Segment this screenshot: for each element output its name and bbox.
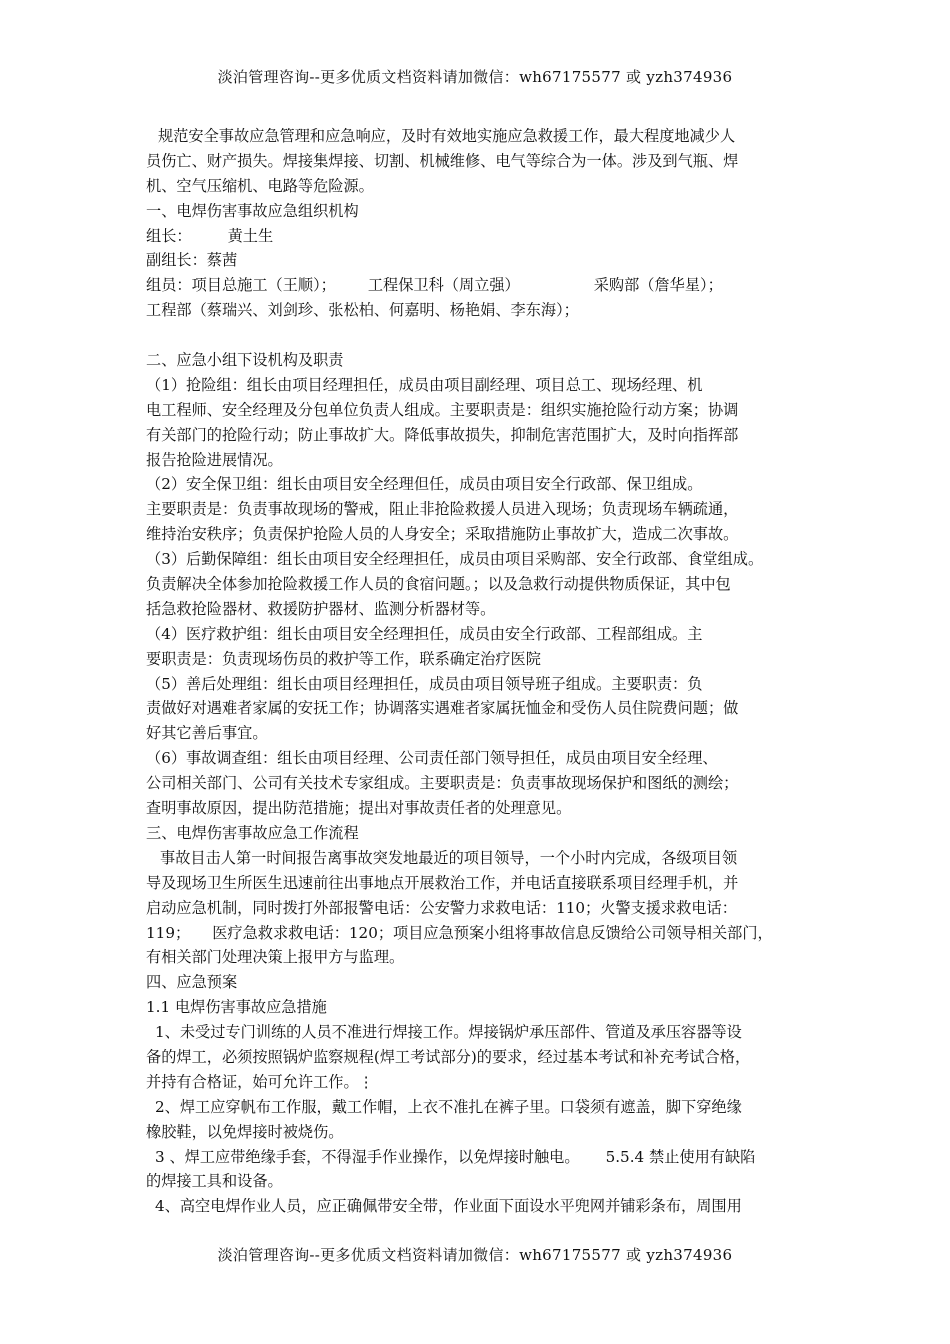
section-heading: 二、应急小组下设机构及职责 (146, 351, 344, 370)
measure-line (146, 1145, 814, 1170)
members-line: 工程部（蔡瑞兴、刘剑珍、张松柏、何嘉明、杨艳娟、李东海）； (146, 301, 579, 320)
page-footer: 淡泊管理咨询--更多优质文档资料请加微信：wh67175577 或 yzh374936 (217, 1246, 733, 1264)
paragraph-line: 查明事故原因，提出防范措施；提出对事故责任者的处理意见。 (146, 799, 572, 818)
document-body (146, 124, 814, 1219)
page-header: 淡泊管理咨询--更多优质文档资料请加微信：wh67175577 或 yzh374936 (217, 68, 733, 86)
leader-label: 组长： (146, 226, 192, 245)
measure-line: 并持有合格证，始可允许工作。⋮ (146, 1072, 374, 1091)
deputy-line: 副组长：蔡茜 (146, 251, 238, 270)
intro-line: 员伤亡、财产损失。焊接集焊接、切割、机械维修、电气等综合为一体。涉及到气瓶、焊 (146, 151, 739, 170)
paragraph-line: 维持治安秩序；负责保护抢险人员的人身安全；采取措施防止事故扩大，造成二次事故。 (146, 525, 739, 544)
paragraph-line: （1）抢险组：组长由项目经理担任，成员由项目副经理、项目总工、现场经理、机 (146, 375, 703, 394)
member-group: 工程保卫科（周立强） (367, 276, 520, 295)
member-group: 采购部（詹华星）； (593, 276, 723, 295)
paragraph-line: 公司相关部门、公司有关技术专家组成。主要职责是：负责事故现场保护和图纸的测绘； (146, 774, 739, 793)
intro-line: 规范安全事故应急管理和应急响应，及时有效地实施应急救援工作，最大程度地减少人 (158, 127, 736, 145)
phone-medical: 医疗急救求救电话：120；项目应急预案小组将事故信息反馈给公司领导相关部门， (212, 923, 773, 942)
paragraph-line: 括急救抢险器材、救援防护器材、监测分析器材等。 (146, 599, 496, 618)
paragraph-line: （4）医疗救护组：组长由项目安全经理担任，成员由安全行政部、工程部组成。主 (146, 624, 703, 643)
measure-line: 2、焊工应穿帆布工作服，戴工作帽，上衣不准扎在裤子里。口袋须有遮盖，脚下穿绝缘 (155, 1097, 742, 1116)
measure-line: 的焊接工具和设备。 (146, 1172, 283, 1191)
section-heading: 三、电焊伤害事故应急工作流程 (146, 823, 359, 842)
paragraph-line: 负责解决全体参加抢险救援工作人员的食宿问题。；以及急救行动提供物质保证，其中包 (146, 575, 731, 594)
paragraph-line: （6）事故调查组：组长由项目经理、公司责任部门领导担任，成员由项目安全经理、 (146, 749, 718, 768)
measure-line: 4、高空电焊作业人员，应正确佩带安全带，作业面下面设水平兜网并铺彩条布，周围用 (155, 1197, 742, 1216)
paragraph-line: （3）后勤保障组：组长由项目安全经理担任，成员由项目采购部、安全行政部、食堂组成。 (146, 550, 764, 569)
paragraph-line: 要职责是：负责现场伤员的救护等工作，联系确定治疗医院 (146, 649, 541, 668)
paragraph-line: 启动应急机制，同时拨打外部报警电话：公安警力求救电话：110；火警支援求救电话： (146, 898, 737, 917)
paragraph-line: 有相关部门处理决策上报甲方与监理。 (146, 948, 405, 967)
members-line (146, 273, 814, 298)
paragraph-line: 责做好对遇难者家属的安抚工作；协调落实遇难者家属抚恤金和受伤人员住院费问题；做 (146, 699, 739, 718)
subsection-heading: 1.1 电焊伤害事故应急措施 (146, 998, 327, 1017)
member-group: 组员：项目总施工（王顺）； (146, 276, 336, 295)
measure-line: 1、未受过专门训练的人员不准进行焊接工作。焊接锅炉承压部件、管道及承压容器等设 (155, 1023, 742, 1042)
paragraph-line: 事故目击人第一时间报告离事故突发地最近的项目领导，一个小时内完成，各级项目领 (160, 848, 738, 867)
paragraph-line: （2）安全保卫组：组长由项目安全经理但任，成员由项目安全行政部、保卫组成。 (146, 475, 703, 494)
paragraph-line: 报告抢险进展情况。 (146, 450, 283, 469)
section-heading: 一、电焊伤害事故应急组织机构 (146, 201, 359, 220)
intro-line: 机、空气压缩机、电路等危险源。 (146, 176, 374, 195)
paragraph-line: 导及现场卫生所医生迅速前往出事地点开展救治工作，并电话直接联系项目经理手机，并 (146, 873, 739, 892)
leader-name: 黄土生 (227, 226, 274, 245)
phone-fire-end: 119； (146, 923, 191, 942)
section-heading: 四、应急预案 (146, 973, 238, 992)
leader-line (146, 224, 814, 249)
paragraph-line: 主要职责是：负责事故现场的警戒，阻止非抢险救援人员进入现场；负责现场车辆疏通， (146, 500, 739, 519)
paragraph-line: 有关部门的抢险行动；防止事故扩大。降低事故损失，抑制危害范围扩大，及时向指挥部 (146, 425, 739, 444)
measure-line: 备的焊工，必须按照锅炉监察规程(焊工考试部分)的要求，经过基本考试和补充考试合格， (146, 1047, 751, 1066)
measure-text: 5.5.4 禁止使用有缺陷 (605, 1147, 756, 1166)
paragraph-line: 好其它善后事宜。 (146, 724, 268, 743)
paragraph-line (146, 921, 814, 946)
paragraph-line: （5）善后处理组：组长由项目经理担任，成员由项目领导班子组成。主要职责：负 (146, 674, 703, 693)
measure-text: 3 、焊工应带绝缘手套，不得湿手作业操作，以免焊接时触电。 (155, 1147, 580, 1166)
paragraph-line: 电工程师、安全经理及分包单位负责人组成。主要职责是：组织实施抢险行动方案；协调 (146, 400, 739, 419)
measure-line: 橡胶鞋，以免焊接时被烧伤。 (146, 1122, 344, 1141)
blank-line (146, 323, 814, 348)
